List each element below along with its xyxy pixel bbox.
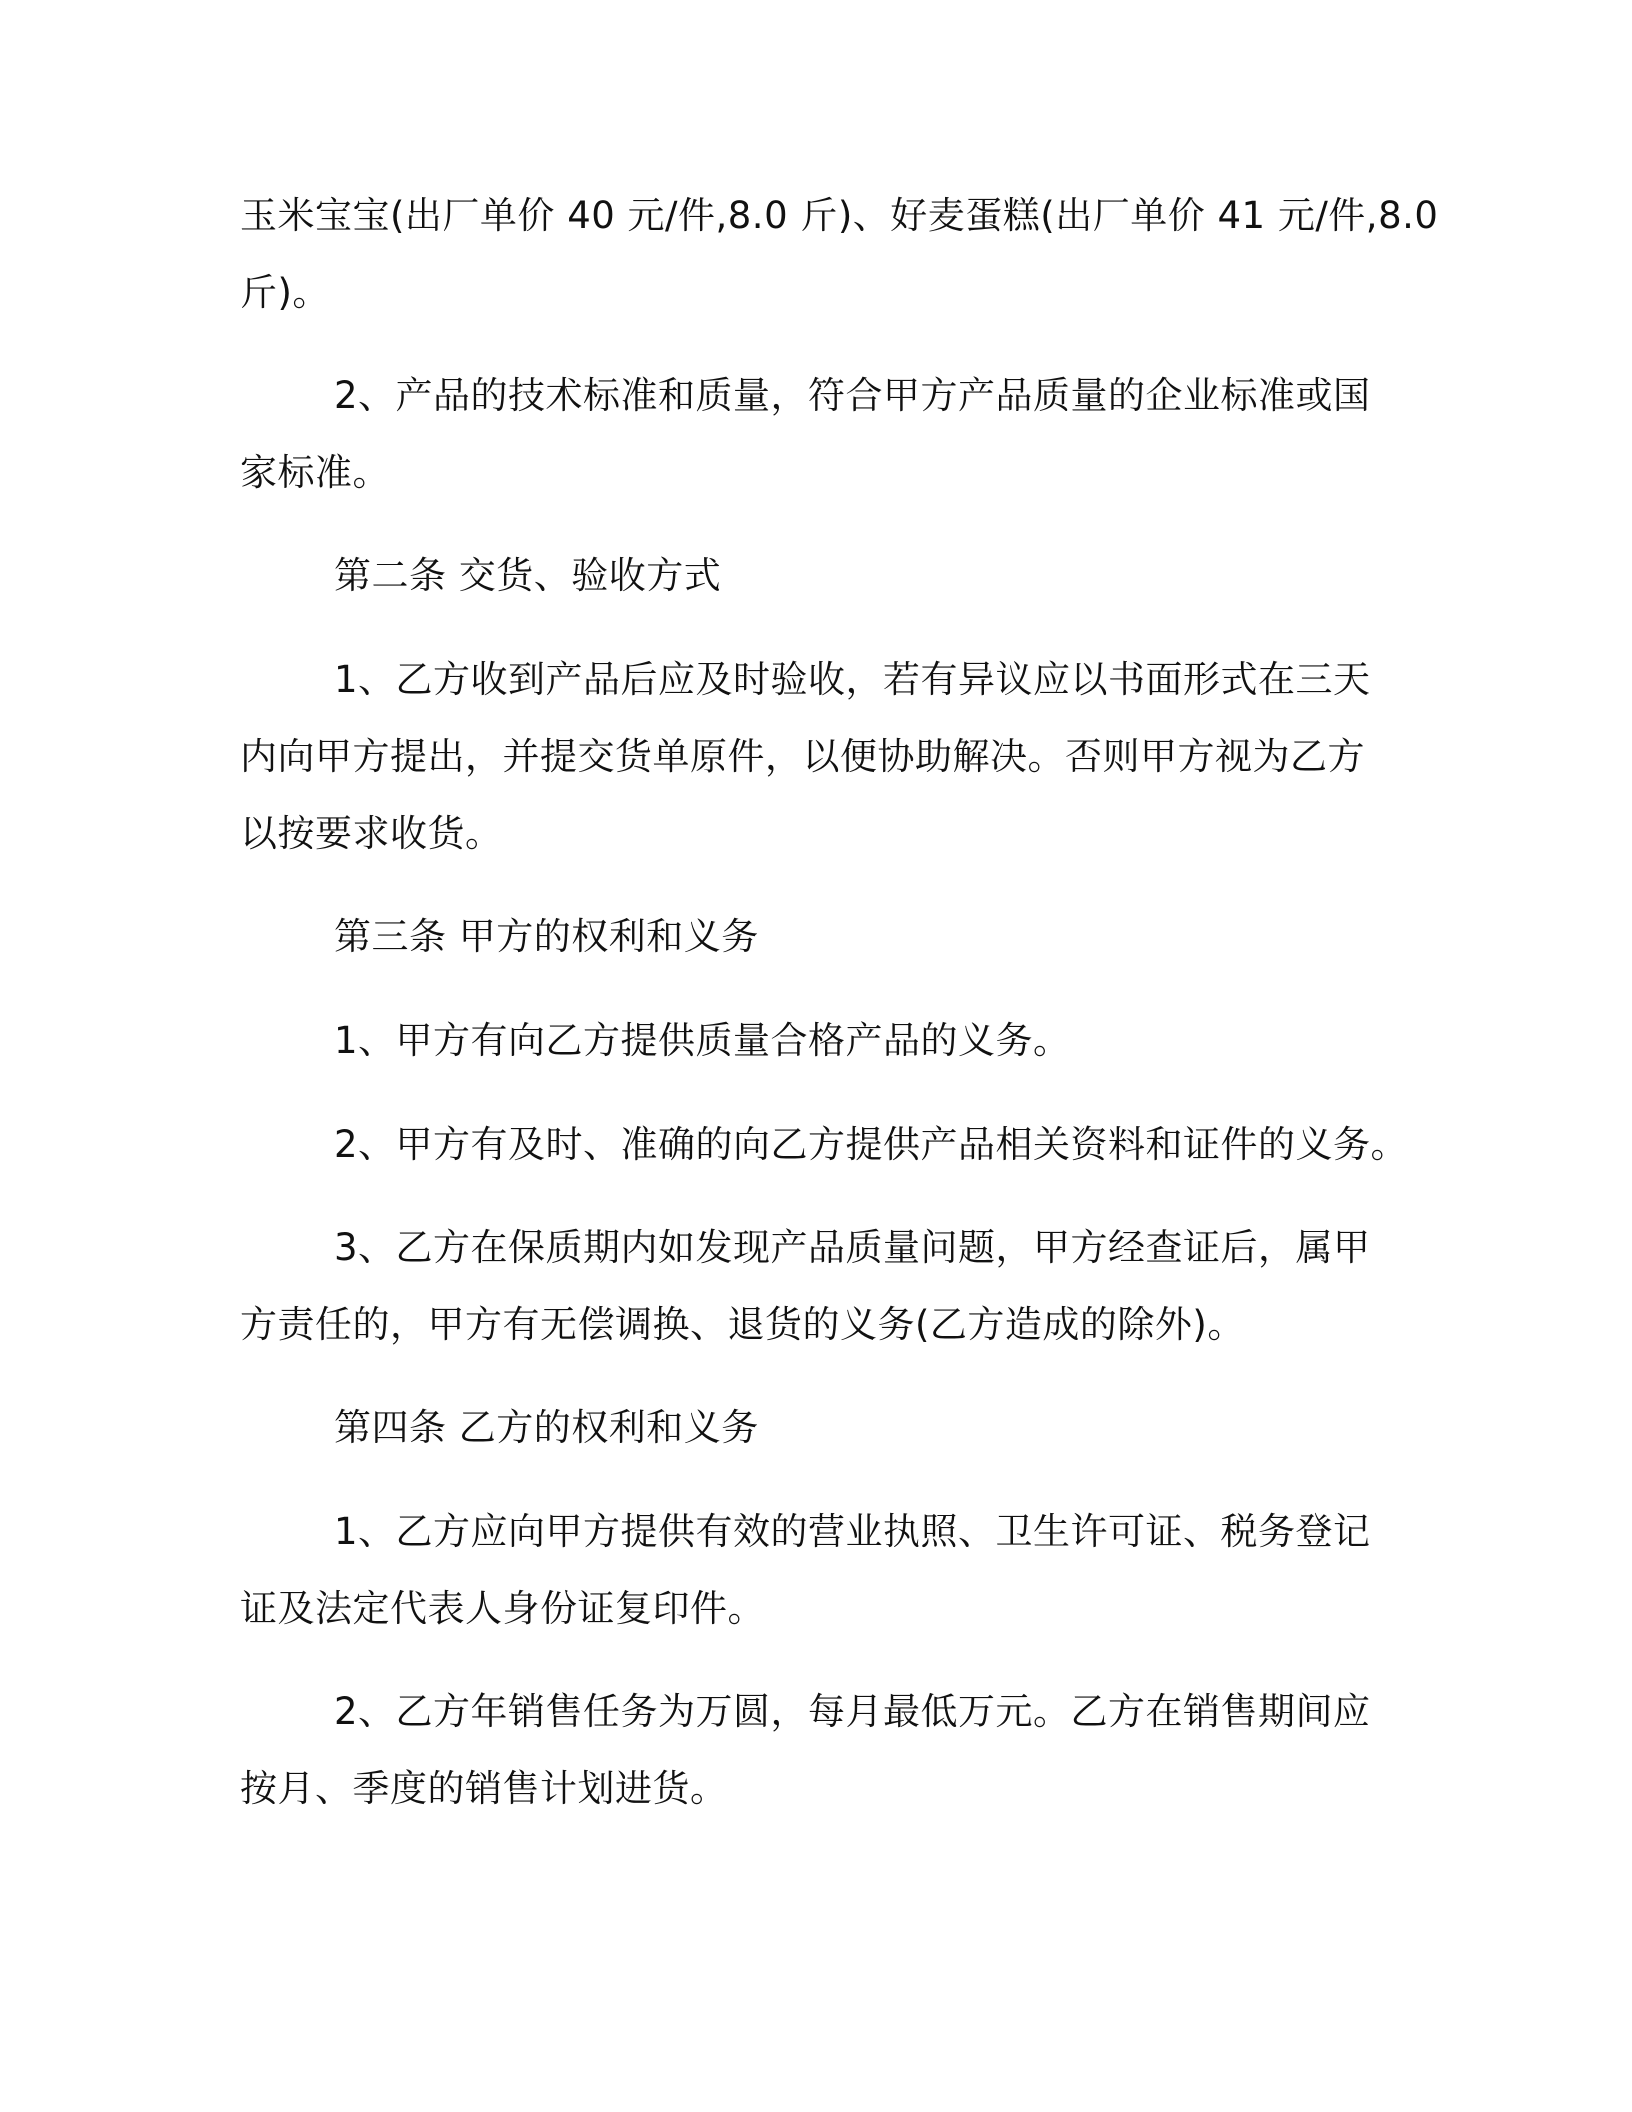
text-line: 内向甲方提出，并提交货单原件，以便协助解决。否则甲方视为乙方 [240,735,1365,778]
paragraph-item-2: 2、产品的技术标准和质量，符合甲方产品质量的企业标准或国 [334,374,1371,417]
text-line: 方责任的，甲方有无偿调换、退货的义务(乙方造成的除外)。 [240,1303,1245,1346]
text-line: 斤)。 [240,271,330,314]
text-line: 家标准。 [240,451,390,494]
paragraph-item-2: 2、乙方年销售任务为万圆，每月最低万元。乙方在销售期间应 [334,1690,1371,1733]
paragraph-item-3: 3、乙方在保质期内如发现产品质量问题，甲方经查证后，属甲 [334,1226,1371,1269]
section-heading-article-3: 第三条 甲方的权利和义务 [334,915,759,958]
text-line: 证及法定代表人身份证复印件。 [240,1587,765,1630]
text-line: 按月、季度的销售计划进货。 [240,1767,728,1810]
paragraph-item-2: 2、甲方有及时、准确的向乙方提供产品相关资料和证件的义务。 [334,1123,1409,1166]
paragraph-item-1: 1、乙方收到产品后应及时验收，若有异议应以书面形式在三天 [334,658,1371,701]
text-line: 以按要求收货。 [240,812,503,855]
section-heading-article-4: 第四条 乙方的权利和义务 [334,1406,759,1449]
section-heading-article-2: 第二条 交货、验收方式 [334,554,722,597]
paragraph-item-1: 1、乙方应向甲方提供有效的营业执照、卫生许可证、税务登记 [334,1510,1371,1553]
paragraph-item-1: 1、甲方有向乙方提供质量合格产品的义务。 [334,1019,1071,1062]
text-line: 玉米宝宝(出厂单价 40 元/件,8.0 斤)、好麦蛋糕(出厂单价 41 元/件,8.0 [240,194,1439,237]
